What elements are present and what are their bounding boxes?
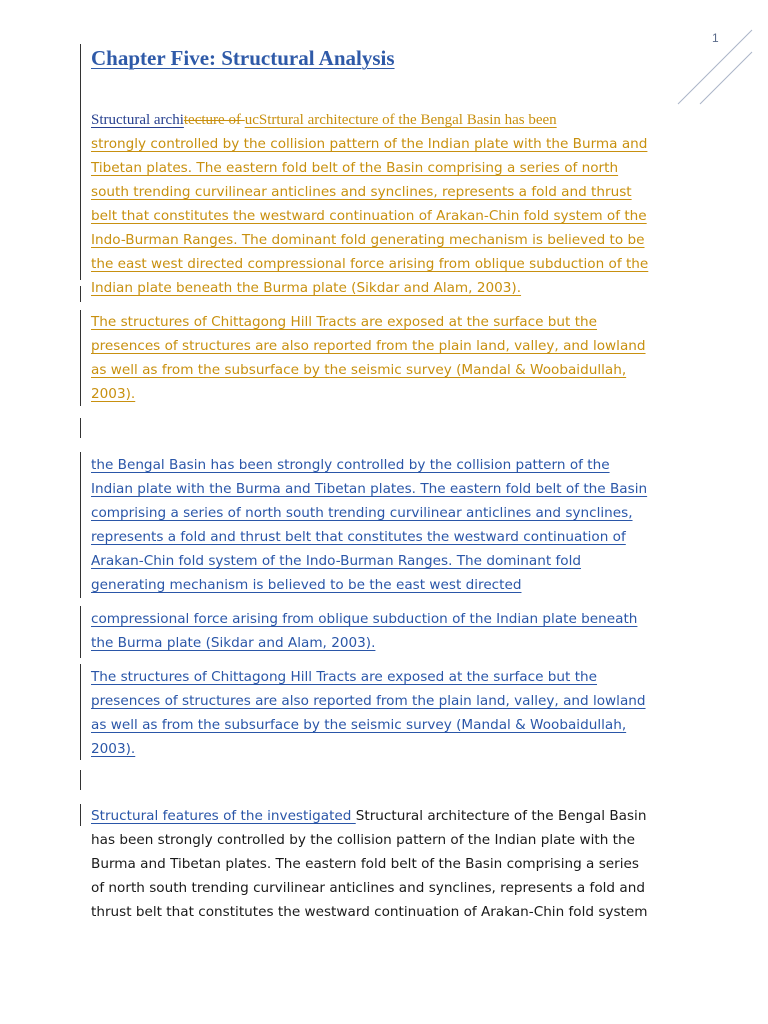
paragraph-3 xyxy=(91,453,647,597)
paragraph-line: the Bengal Basin has been strongly controlled by the collision pattern of the xyxy=(91,457,610,473)
plain-text: Structural architecture of the Bengal Basin xyxy=(355,808,647,824)
change-bar xyxy=(80,418,81,438)
paragraph-line: The structures of Chittagong Hill Tracts are exposed at the surface but the xyxy=(91,314,598,330)
paragraph-line: compressional force arising from oblique subduction of the Indian plate beneath xyxy=(91,611,638,627)
change-bar xyxy=(80,664,81,760)
paragraph-line: Indo-Burman Ranges. The dominant fold generating mechanism is believed to be xyxy=(91,232,645,248)
change-bar xyxy=(80,452,81,598)
paragraph-line xyxy=(91,108,648,132)
paragraph-line: Tibetan plates. The eastern fold belt of the Basin comprising a series of north xyxy=(91,160,619,176)
change-bar xyxy=(80,44,81,280)
paragraph-5 xyxy=(91,665,646,761)
paragraph-line: 2003). xyxy=(91,386,136,402)
paragraph-2 xyxy=(91,310,646,406)
paragraph-line: the east west directed compressional force arising from oblique subduction of the xyxy=(91,256,649,272)
change-bar xyxy=(80,286,81,302)
paragraph-line: south trending curvilinear anticlines and synclines, represents a fold and thrust xyxy=(91,184,632,200)
change-bar xyxy=(80,606,81,658)
page-corner-mark xyxy=(676,28,756,108)
paragraph-1 xyxy=(91,108,648,300)
paragraph-line: Burma and Tibetan plates. The eastern fold belt of the Basin comprising a series xyxy=(91,856,639,872)
inserted-text: Structural archi xyxy=(91,112,184,128)
paragraph-line: as well as from the subsurface by the seismic survey (Mandal & Woobaidullah, xyxy=(91,717,627,733)
paragraph-line: presences of structures are also reported from the plain land, valley, and lowland xyxy=(91,693,646,709)
paragraph-line: Arakan-Chin fold system of the Indo-Burman Ranges. The dominant fold xyxy=(91,553,582,569)
paragraph-line: Indian plate beneath the Burma plate (Sikdar and Alam, 2003). xyxy=(91,280,522,296)
paragraph-line: belt that constitutes the westward continuation of Arakan-Chin fold system of the xyxy=(91,208,647,224)
page-title: Chapter Five: Structural Analysis xyxy=(91,46,395,70)
paragraph-line: of north south trending curvilinear anticlines and synclines, represents a fold and xyxy=(91,880,645,896)
paragraph-line: as well as from the subsurface by the seismic survey (Mandal & Woobaidullah, xyxy=(91,362,627,378)
deleted-text: tecture of xyxy=(183,112,245,128)
paragraph-line: generating mechanism is believed to be the east west directed xyxy=(91,577,522,593)
change-bar xyxy=(80,804,81,826)
page-number: 1 xyxy=(712,31,719,45)
inserted-text: ucStrtural architecture of the Bengal Basin has been xyxy=(244,112,557,128)
change-bar xyxy=(80,310,81,406)
paragraph-line: strongly controlled by the collision pattern of the Indian plate with the Burma and xyxy=(91,136,648,152)
paragraph-line: represents a fold and thrust belt that constitutes the westward continuation of xyxy=(91,529,626,545)
paragraph-line: presences of structures are also reported from the plain land, valley, and lowland xyxy=(91,338,646,354)
change-bar xyxy=(80,770,81,790)
paragraph-line xyxy=(91,804,648,828)
inserted-text: Structural features of the investigated xyxy=(91,808,356,824)
paragraph-4 xyxy=(91,607,637,655)
paragraph-line: Indian plate with the Burma and Tibetan plates. The eastern fold belt of the Basin xyxy=(91,481,648,497)
paragraph-6 xyxy=(91,804,648,924)
paragraph-line: 2003). xyxy=(91,741,136,757)
paragraph-line: comprising a series of north south trending curvilinear anticlines and synclines, xyxy=(91,505,633,521)
paragraph-line: the Burma plate (Sikdar and Alam, 2003). xyxy=(91,635,376,651)
paragraph-line: has been strongly controlled by the collision pattern of the Indian plate with the xyxy=(91,832,635,848)
paragraph-line: The structures of Chittagong Hill Tracts are exposed at the surface but the xyxy=(91,669,598,685)
paragraph-line: thrust belt that constitutes the westward continuation of Arakan-Chin fold system xyxy=(91,904,648,920)
